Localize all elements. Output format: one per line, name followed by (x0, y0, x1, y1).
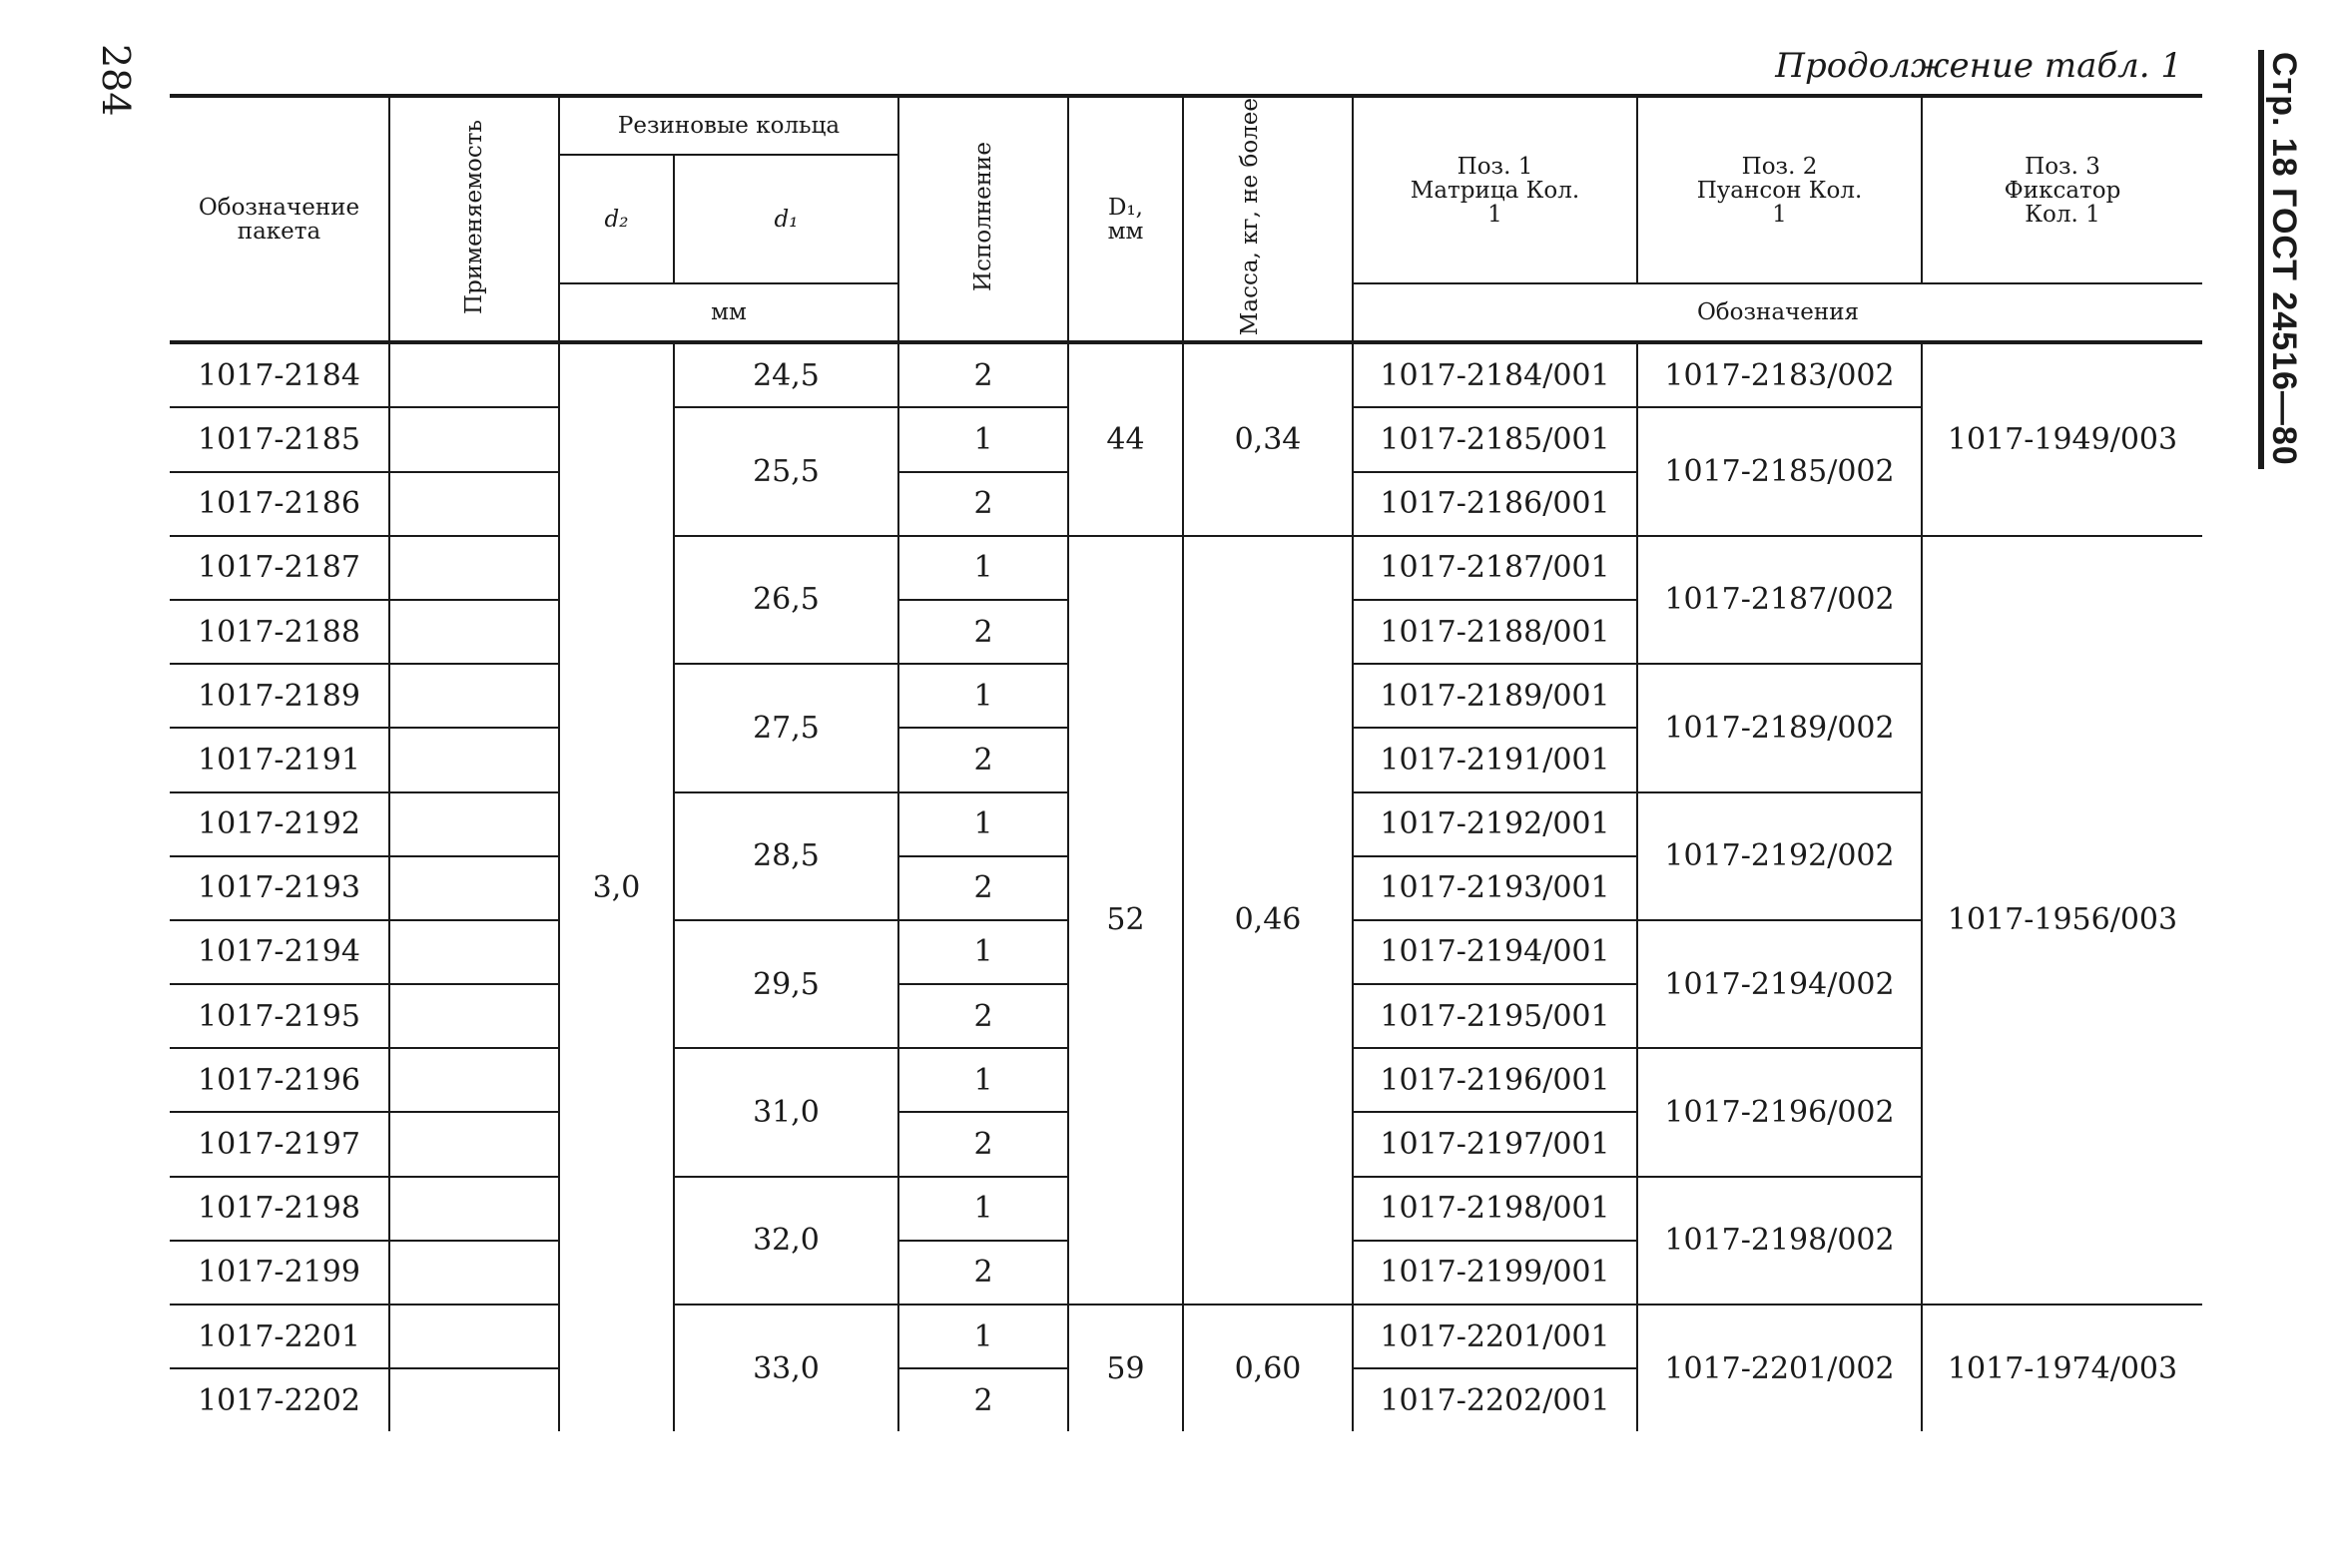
pos2-designation: 1017-2187/002 (1637, 536, 1922, 664)
header-d1 (674, 155, 898, 283)
d1-value: 31,0 (674, 1048, 898, 1176)
table-body (170, 342, 2202, 1431)
d1-value: 25,5 (674, 407, 898, 535)
package-code: 1017-2189 (170, 664, 389, 728)
applicability-cell (389, 728, 559, 791)
pos1-designation: 1017-2193/001 (1353, 856, 1637, 920)
D1-value: 52 (1068, 536, 1183, 1305)
header-d1-text: d₁ (774, 206, 799, 233)
header-pos2: Поз. 2 Пуансон Кол. 1 (1637, 96, 1922, 283)
header-mass-text: Масса, кг, не более (1237, 98, 1263, 336)
pos1-designation: 1017-2201/001 (1353, 1305, 1637, 1368)
pos2-designation: 1017-2189/002 (1637, 664, 1922, 791)
applicability-cell (389, 1368, 559, 1431)
header-pos3: Поз. 3 Фиксатор Кол. 1 (1922, 96, 2202, 283)
applicability-cell (389, 1305, 559, 1368)
applicability-cell (389, 342, 559, 407)
applicability-cell (389, 600, 559, 664)
pos1-designation: 1017-2186/001 (1353, 472, 1637, 536)
package-code: 1017-2184 (170, 342, 389, 407)
applicability-cell (389, 664, 559, 728)
pos1-designation: 1017-2189/001 (1353, 664, 1637, 728)
pos2-designation: 1017-2198/002 (1637, 1177, 1922, 1305)
applicability-cell (389, 472, 559, 536)
running-head: Продолжение табл. 1 (1775, 46, 2182, 86)
version-cell: 2 (898, 984, 1068, 1048)
header-version (898, 96, 1068, 342)
mass-value: 0,46 (1183, 536, 1353, 1305)
pos2-designation: 1017-2185/002 (1637, 407, 1922, 535)
version-cell: 2 (898, 600, 1068, 664)
D1-value: 44 (1068, 342, 1183, 536)
header-designation: Обозначение пакета (170, 96, 389, 342)
version-cell: 2 (898, 856, 1068, 920)
d1-value: 28,5 (674, 792, 898, 920)
version-cell: 2 (898, 1368, 1068, 1431)
package-code: 1017-2195 (170, 984, 389, 1048)
header-rubber-rings: Резиновые кольца (559, 96, 898, 155)
header-mass (1183, 96, 1353, 342)
package-code: 1017-2192 (170, 792, 389, 856)
d1-value: 26,5 (674, 536, 898, 664)
version-cell: 1 (898, 1177, 1068, 1241)
pos1-designation: 1017-2187/001 (1353, 536, 1637, 600)
pos1-designation: 1017-2188/001 (1353, 600, 1637, 664)
pos1-designation: 1017-2199/001 (1353, 1241, 1637, 1305)
header-mm: мм (559, 283, 898, 342)
pos1-designation: 1017-2194/001 (1353, 920, 1637, 984)
pos2-designation: 1017-2192/002 (1637, 792, 1922, 920)
package-code: 1017-2194 (170, 920, 389, 984)
pos1-designation: 1017-2195/001 (1353, 984, 1637, 1048)
header-applicability (389, 96, 559, 342)
package-code: 1017-2198 (170, 1177, 389, 1241)
applicability-cell (389, 1241, 559, 1305)
spec-table (170, 94, 2202, 1431)
package-code: 1017-2199 (170, 1241, 389, 1305)
header-designations: Обозначения (1353, 283, 2202, 342)
header-d2 (559, 155, 674, 283)
pos3-designation: 1017-1974/003 (1922, 1305, 2202, 1431)
pos2-designation: 1017-2196/002 (1637, 1048, 1922, 1176)
package-code: 1017-2202 (198, 1382, 360, 1418)
version-cell: 1 (898, 664, 1068, 728)
pos1-designation: 1017-2184/001 (1353, 342, 1637, 407)
applicability-cell (389, 856, 559, 920)
package-code: 1017-2193 (170, 856, 389, 920)
applicability-cell (389, 536, 559, 600)
version-cell: 1 (898, 1048, 1068, 1112)
header-pos1: Поз. 1 Матрица Кол. 1 (1353, 96, 1637, 283)
version-cell: 2 (898, 472, 1068, 536)
applicability-cell (389, 984, 559, 1048)
header-version-text: Исполнение (970, 142, 996, 292)
package-code: 1017-2185 (170, 407, 389, 471)
version-cell: 2 (898, 342, 1068, 407)
pos2-designation: 1017-2201/002 (1637, 1305, 1922, 1431)
d1-value: 33,0 (674, 1305, 898, 1431)
table-container (170, 94, 2202, 1421)
version-cell: 2 (898, 1241, 1068, 1305)
version-cell: 1 (898, 792, 1068, 856)
pos1-designation: 1017-2192/001 (1353, 792, 1637, 856)
package-code: 1017-2186 (170, 472, 389, 536)
package-code: 1017-2196 (170, 1048, 389, 1112)
d1-value: 27,5 (674, 664, 898, 791)
d1-value: 29,5 (674, 920, 898, 1048)
package-code: 1017-2188 (170, 600, 389, 664)
d2-value: 3,0 (559, 342, 674, 1431)
package-code: 1017-2187 (170, 536, 389, 600)
version-cell: 2 (898, 728, 1068, 791)
pos1-designation: 1017-2196/001 (1353, 1048, 1637, 1112)
applicability-cell (389, 792, 559, 856)
table-row (170, 536, 2202, 600)
table-row (170, 1305, 2202, 1368)
applicability-cell (389, 1112, 559, 1176)
D1-value: 59 (1068, 1305, 1183, 1431)
pos2-designation: 1017-2183/002 (1637, 342, 1922, 407)
d1-value: 32,0 (674, 1177, 898, 1305)
package-code: 1017-2197 (170, 1112, 389, 1176)
side-title: Стр. 18 ГОСТ 24516—80 (2265, 52, 2303, 466)
pos1-designation: 1017-2185/001 (1353, 407, 1637, 471)
pos3-designation: 1017-1956/003 (1922, 536, 2202, 1305)
package-code: 1017-2191 (170, 728, 389, 791)
version-cell: 1 (898, 920, 1068, 984)
header-D1: D₁, мм (1068, 96, 1183, 342)
header-applicability-text: Применяемость (461, 119, 487, 314)
version-cell: 2 (898, 1112, 1068, 1176)
applicability-cell (389, 1048, 559, 1112)
mass-value: 0,60 (1183, 1305, 1353, 1431)
pos3-designation: 1017-1949/003 (1922, 342, 2202, 536)
pos1-designation: 1017-2191/001 (1353, 728, 1637, 791)
pos1-designation: 1017-2202/001 (1353, 1368, 1637, 1431)
mass-value: 0,34 (1183, 342, 1353, 536)
page-number: 284 (94, 44, 138, 117)
applicability-cell (389, 920, 559, 984)
applicability-cell (389, 407, 559, 471)
pos2-designation: 1017-2194/002 (1637, 920, 1922, 1048)
applicability-cell (389, 1177, 559, 1241)
d1-value: 24,5 (674, 342, 898, 407)
version-cell: 1 (898, 1305, 1068, 1368)
pos1-designation: 1017-2197/001 (1353, 1112, 1637, 1176)
package-code: 1017-2201 (170, 1305, 389, 1368)
version-cell: 1 (898, 407, 1068, 471)
header-d2-text: d₂ (604, 206, 629, 233)
pos1-designation: 1017-2198/001 (1353, 1177, 1637, 1241)
table-row (170, 342, 2202, 407)
version-cell: 1 (898, 536, 1068, 600)
